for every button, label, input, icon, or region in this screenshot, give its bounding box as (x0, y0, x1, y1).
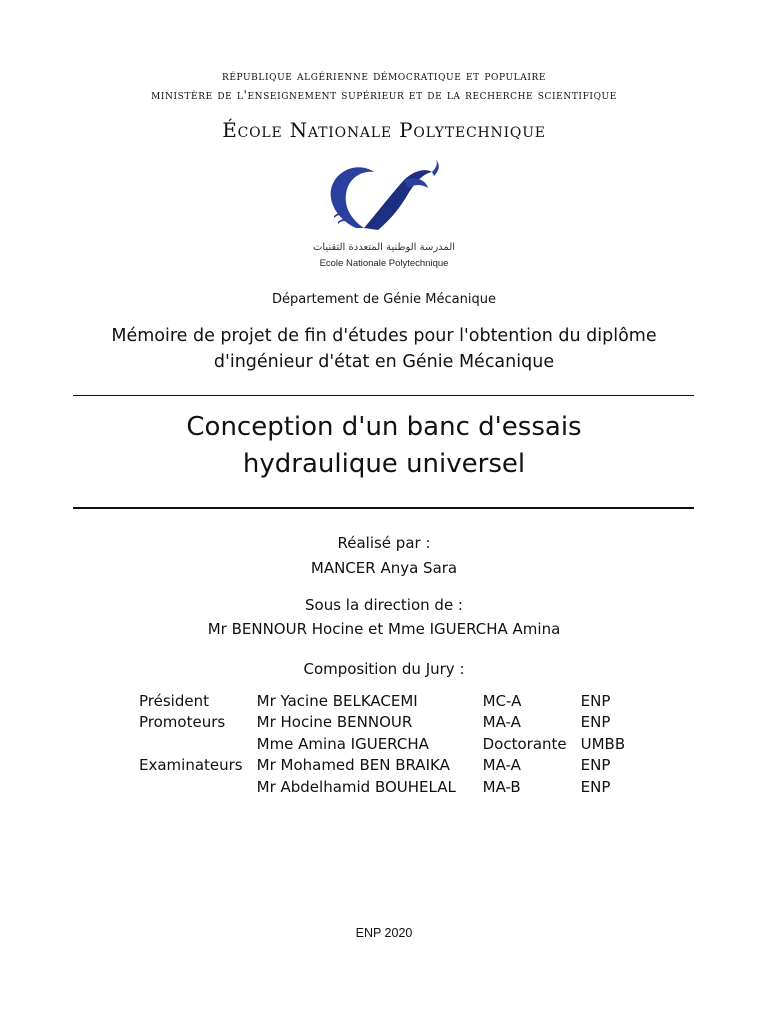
jury-institution: ENP (580, 777, 611, 796)
jury-role: Examinateurs (139, 756, 243, 775)
jury-institution: ENP (580, 756, 611, 775)
school-logo (304, 158, 464, 276)
title-rule-top (73, 395, 694, 396)
jury-institution: ENP (580, 691, 611, 710)
author-label: Réalisé par : (337, 534, 431, 552)
jury-grade: MA-A (482, 756, 521, 775)
jury-grade: MA-A (482, 713, 521, 732)
jury-row (139, 776, 639, 798)
jury-member-name: Mme Amina IGUERCHA (256, 734, 429, 753)
footer-year: ENP 2020 (355, 926, 413, 940)
jury-grade: MA-B (482, 777, 521, 796)
jury-role: Président (139, 691, 209, 710)
jury-institution: ENP (580, 713, 611, 732)
jury-label: Composition du Jury : (303, 660, 465, 678)
jury-role: Promoteurs (139, 713, 226, 732)
jury-member-name: Mr Yacine BELKACEMI (256, 691, 418, 710)
ministry-heading: ministère de l'enseignement supérieur et de la recherche scientifique (151, 87, 617, 102)
jury-row (139, 755, 639, 777)
logo-arabic-text: المدرسة الوطنية المتعددة التقنيات (312, 242, 456, 253)
school-name: École Nationale Polytechnique (222, 118, 546, 142)
author-name: MANCER Anya Sara (310, 559, 458, 577)
jury-member-name: Mr Abdelhamid BOUHELAL (256, 777, 456, 796)
jury-grade: MC-A (482, 691, 522, 710)
supervisors-label: Sous la direction de : (305, 596, 463, 614)
jury-row (139, 712, 639, 734)
enp-logo-icon (304, 158, 464, 242)
jury-row (139, 690, 639, 712)
jury-member-name: Mr Hocine BENNOUR (256, 713, 413, 732)
jury-member-name: Mr Mohamed BEN BRAIKA (256, 756, 450, 775)
republic-heading: république algérienne démocratique et populaire (221, 68, 547, 83)
thesis-title-line-1: Conception d'un banc d'essais (186, 412, 582, 442)
logo-french-text: Ecole Nationale Polytechnique (319, 258, 449, 269)
jury-table (139, 690, 639, 798)
memoire-line-2: d'ingénieur d'état en Génie Mécanique (213, 352, 555, 372)
jury-row (139, 733, 639, 755)
jury-grade: Doctorante (482, 734, 567, 753)
memoire-line-1: Mémoire de projet de fin d'études pour l'obtention du diplôme (111, 326, 657, 346)
title-rule-bottom (73, 507, 694, 509)
supervisors-names: Mr BENNOUR Hocine et Mme IGUERCHA Amina (207, 620, 561, 638)
department-name: Département de Génie Mécanique (272, 292, 496, 307)
thesis-title-line-2: hydraulique universel (242, 449, 526, 479)
jury-role (139, 733, 257, 755)
jury-role (139, 776, 257, 798)
jury-institution: UMBB (580, 734, 626, 753)
